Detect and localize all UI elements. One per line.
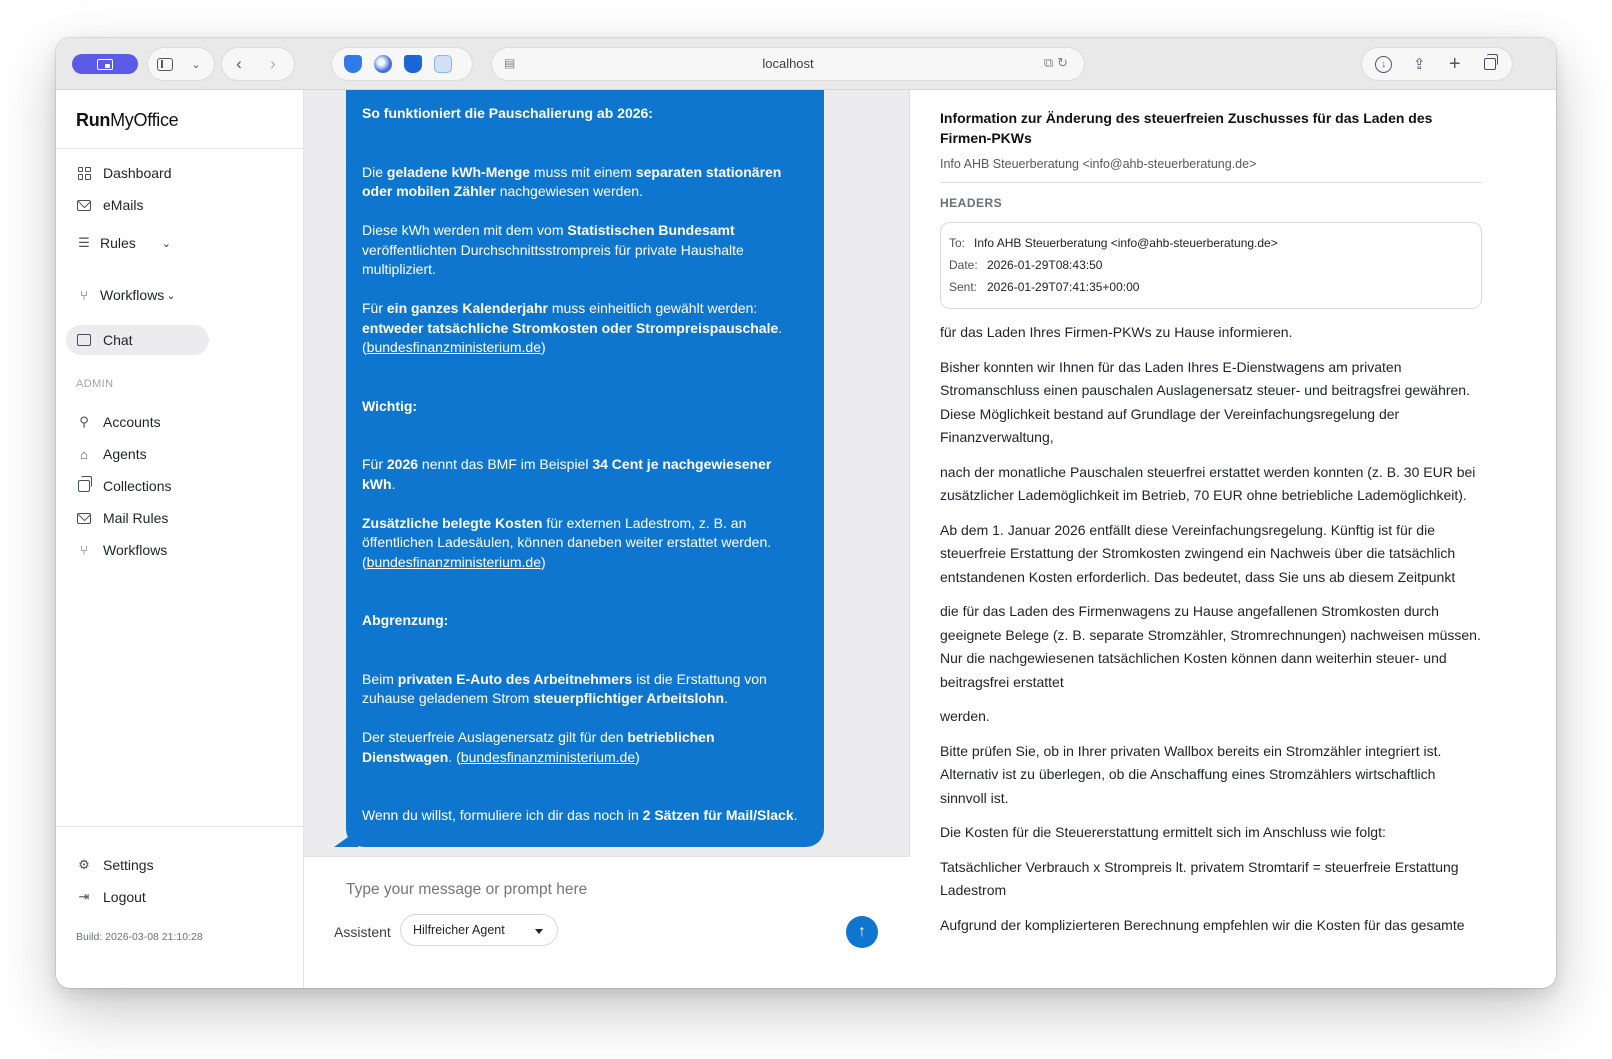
logout-icon: ⇥ (78, 889, 90, 904)
extension-calendar-button[interactable] (428, 48, 458, 80)
browser-toolbar (56, 38, 1556, 90)
divider (56, 826, 304, 827)
sidebar-item-label: Mail Rules (103, 510, 169, 526)
address-bar[interactable] (492, 48, 1084, 80)
message-paragraph: Beim privaten E-Auto des Arbeitnehmers ist die Erstattung von zuhause geladenem Strom steuerpflichtiger Arbeitslohn. (362, 670, 767, 706)
history-nav-group (222, 48, 294, 80)
sidebar-item-label: Workflows (100, 287, 165, 303)
shield-check-icon (344, 55, 362, 73)
chevron-down-icon[interactable]: ⌄ (166, 289, 176, 302)
sidebar-item-label: Accounts (103, 414, 161, 430)
chat-icon (76, 332, 92, 348)
header-row-date: Date: 2026-01-29T08:43:50 (949, 258, 1103, 272)
user-key-icon: ⚲ (79, 414, 89, 429)
sidebar-item-label: Collections (103, 478, 172, 494)
email-paragraph: werden. (940, 708, 990, 724)
header-row-sent: Sent: 2026-01-29T07:41:35+00:00 (949, 280, 1140, 294)
arrow-up-icon: ↑ (858, 923, 866, 940)
gear-icon: ⚙ (78, 857, 90, 872)
collection-icon (76, 478, 92, 494)
share-icon: ⇪ (1412, 56, 1426, 73)
headers-label: HEADERS (940, 196, 1003, 210)
headers-box (940, 222, 1482, 309)
email-paragraph: Die Kosten für die Steuererstattung ermittelt sich im Anschluss wie folgt: (940, 824, 1386, 840)
chevron-right-icon: › (270, 54, 276, 73)
page-settings-icon[interactable]: ▤ (504, 56, 516, 70)
extension-firefox-button[interactable] (368, 48, 398, 80)
build-info: Build: 2026-03-08 21:10:28 (76, 931, 203, 943)
app-sidebar (56, 90, 304, 988)
sidebar-item-emails[interactable] (66, 190, 143, 220)
sidebar-item-rules[interactable] (66, 228, 171, 258)
downloads-button[interactable] (1367, 48, 1401, 80)
email-detail-panel (910, 90, 1556, 988)
caret-down-icon (535, 929, 543, 934)
workflow-branch-icon: ⑂ (80, 542, 88, 558)
source-link[interactable]: bundesfinanzministerium.de (460, 748, 636, 765)
admin-section-label: ADMIN (76, 378, 114, 390)
brand-rest: MyOffice (110, 110, 179, 130)
download-icon: ↓ (1375, 56, 1392, 73)
sidebar-item-settings[interactable] (66, 850, 154, 880)
sidebar-item-label: Chat (103, 332, 133, 348)
browser-window (56, 38, 1556, 988)
sidebar-toggle-button[interactable] (148, 48, 182, 80)
profile-button[interactable] (72, 54, 138, 74)
sidebar-item-admin-workflows[interactable] (66, 535, 167, 565)
profile-icon (97, 59, 113, 70)
extension-shield-button[interactable] (338, 48, 368, 80)
chevron-down-icon: ⌄ (191, 58, 201, 71)
sidebar-item-label: Agents (103, 446, 147, 462)
share-button[interactable] (1402, 48, 1436, 80)
message-paragraph: Für ein ganzes Kalenderjahr muss einheitlich gewählt werden: entweder tatsächliche Stromkosten oder Strompreispauschale. (bundesfinanzministerium.de) (362, 300, 783, 355)
mail-icon (76, 197, 92, 213)
plus-icon: + (1448, 52, 1461, 75)
message-heading: Abgrenzung: (362, 612, 449, 628)
sidebar-item-agents[interactable] (66, 439, 147, 469)
message-paragraph: Die geladene kWh-Menge muss mit einem separaten stationären oder mobilen Zähler nachgewiesen werden. (362, 163, 782, 199)
agent-select-value: Hilfreicher Agent (413, 923, 505, 937)
sidebar-toggle-group (148, 48, 214, 80)
email-body (940, 321, 1482, 937)
email-paragraph: Ab dem 1. Januar 2026 entfällt diese Vereinfachungsregelung. Künftig ist für die steuerfreie Erstattung der Stromkosten zwingend ein Nachweis über die tatsächlich entstandenen Kosten erforderlich. Das bedeutet, dass Sie uns ab diesem Zeitpunkt (940, 521, 1456, 585)
email-paragraph: Bisher konnten wir Ihnen für das Laden Ihres E-Dienstwagens am privaten Stromanschluss einen pauschalen Auslagenersatz steuer- und beitragsfrei gewähren. Diese Möglichkeit bestand auf Grundlage der Vereinfachungsregelung der Finanzverwaltung, (940, 358, 1470, 445)
sidebar-item-label: Workflows (103, 542, 168, 558)
source-link[interactable]: bundesfinanzministerium.de (366, 339, 541, 355)
extension-bitwarden-button[interactable] (398, 48, 428, 80)
sidebar-item-label: Rules (100, 235, 136, 251)
chevron-down-icon[interactable]: ⌄ (161, 237, 172, 250)
email-sender: Info AHB Steuerberatung <info@ahb-steuerberatung.de> (940, 157, 1257, 171)
divider (940, 182, 1482, 183)
sidebar-item-dashboard[interactable] (66, 158, 172, 188)
dashboard-icon (76, 165, 92, 181)
sidebar-icon (157, 58, 173, 71)
sidebar-item-collections[interactable] (66, 471, 171, 501)
chevron-left-icon: ‹ (236, 54, 242, 73)
email-paragraph: die für das Laden des Firmenwagens zu Hause angefallenen Stromkosten durch geeignete Belege (z. B. separate Stromzähler, Stromrechnungen) nachweisen müssen. Nur die nachgewiesenen tatsächlichen Kosten können dann weiterhin steuer- und beitragsfrei erstattet (940, 603, 1481, 690)
chat-panel (304, 90, 910, 988)
url-text: localhost (762, 56, 814, 71)
email-paragraph: Aufgrund der komplizierteren Berechnung empfehlen wir die Kosten für das gesamte (940, 916, 1465, 933)
message-paragraph: Für 2026 nennt das BMF im Beispiel 34 Cent je nachgewiesener kWh. (362, 456, 772, 492)
sidebar-item-label: Settings (103, 857, 154, 873)
sidebar-item-chat[interactable] (66, 325, 209, 355)
email-paragraph: Bitte prüfen Sie, ob in Ihrer privaten Wallbox bereits ein Stromzähler integriert ist. Alternativ ist zu überlegen, ob die Anschaffung eines Stromzählers wirtschaftlich sinnvoll ist. (940, 742, 1442, 806)
divider (56, 148, 304, 149)
assistant-message-bubble (346, 90, 824, 847)
bookmark-shield-icon (404, 55, 422, 73)
message-heading: So funktioniert die Pauschalierung ab 2026: (362, 105, 653, 121)
extensions-group (332, 48, 472, 80)
header-row-to: To: Info AHB Steuerberatung <info@ahb-steuerberatung.de> (949, 236, 1278, 250)
tab-menu-button[interactable] (182, 48, 210, 80)
sidebar-item-label: Dashboard (103, 165, 172, 181)
tab-overview-button[interactable] (1473, 48, 1507, 80)
message-paragraph: Wenn du willst, formuliere ich dir das noch in 2 Sätzen für Mail/Slack. (362, 807, 798, 823)
tabs-icon (1484, 58, 1496, 70)
browser-actions-group (1362, 48, 1512, 80)
sidebar-item-label: Logout (103, 889, 146, 905)
source-link[interactable]: bundesfinanzministerium.de (366, 553, 541, 570)
app-logo[interactable] (76, 110, 178, 131)
sidebar-item-workflows[interactable] (66, 280, 176, 310)
agent-select[interactable] (400, 914, 558, 946)
prompt-input[interactable] (346, 881, 866, 899)
workflow-branch-icon: ⑂ (80, 287, 88, 303)
email-paragraph: für das Laden Ihres Firmen-PKWs zu Hause informieren. (940, 324, 1293, 340)
send-button[interactable] (846, 916, 878, 948)
new-tab-button[interactable] (1438, 48, 1472, 80)
assistant-label: Assistent (334, 924, 391, 940)
message-heading: Wichtig: (362, 397, 418, 414)
back-button[interactable] (222, 48, 256, 80)
sidebar-item-label: eMails (103, 197, 144, 213)
mail-icon (76, 510, 92, 526)
sidebar-item-logout[interactable] (66, 882, 146, 912)
bot-icon: ⌂ (80, 446, 88, 462)
globe-icon (374, 55, 392, 73)
email-paragraph: nach der monatliche Pauschalen steuerfrei erstattet werden konnten (z. B. 30 EUR bei zusätzlicher Lademöglichkeit im Betrieb, 70 EUR ohne betriebliche Lademöglichkeit). (940, 463, 1476, 503)
chat-composer (304, 856, 910, 988)
calendar-icon (434, 55, 452, 73)
email-paragraph: Tatsächlicher Verbrauch x Strompreis lt. privatem Stromtarif = steuerfreie Erstattung Ladestrom (940, 858, 1459, 898)
message-paragraph: Zusätzliche belegte Kosten für externen Ladestrom, z. B. an öffentlichen Ladesäulen, können daneben weiter erstattet werden. (bundesfinanzministerium.de) (362, 514, 772, 570)
message-paragraph: Diese kWh werden mit dem vom Statistischen Bundesamt veröffentlichten Durchschnittsstrompreis für private Haushalte multipliziert. (362, 222, 744, 277)
list-icon: ☰ (78, 235, 90, 250)
translate-reload-icons[interactable]: ⧉↻ (1043, 55, 1072, 70)
sidebar-item-mail-rules[interactable] (66, 503, 168, 533)
email-subject: Information zur Änderung des steuerfreien Zuschusses für das Laden des Firmen-PKWs (940, 110, 1433, 146)
brand-bold: Run (76, 110, 111, 130)
message-paragraph: Der steuerfreie Auslagenersatz gilt für den betrieblichen Dienstwagen. (bundesfinanzministerium.de) (362, 729, 715, 765)
forward-button[interactable] (256, 48, 290, 80)
sidebar-item-accounts[interactable] (66, 407, 161, 437)
